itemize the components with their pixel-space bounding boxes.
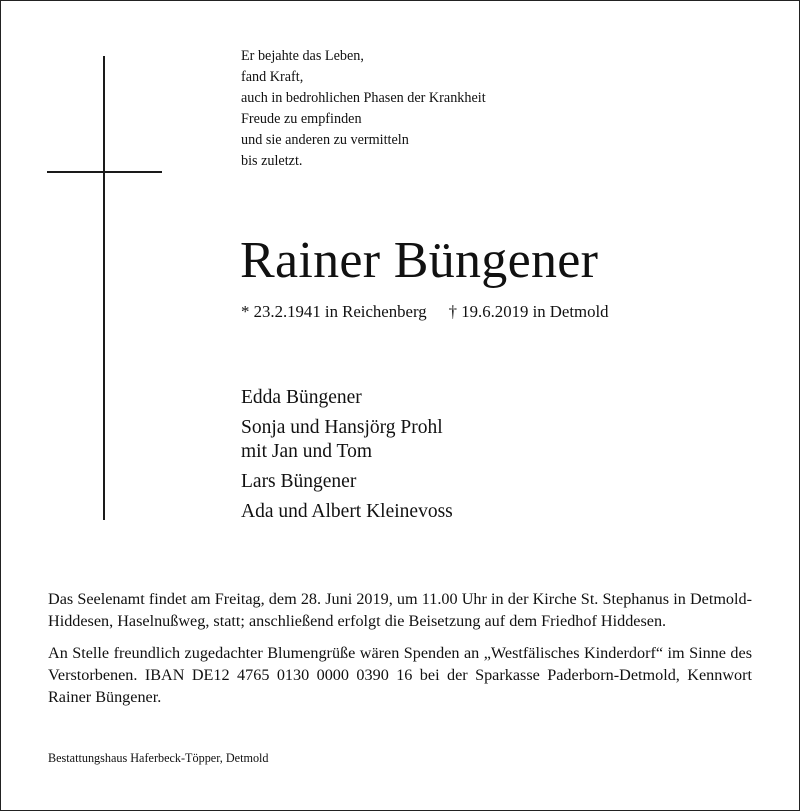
birth-date: * 23.2.1941 in Reichenberg bbox=[241, 302, 427, 321]
poem-line: bis zuletzt. bbox=[241, 153, 303, 169]
memorial-poem bbox=[241, 46, 486, 172]
cross-vertical-bar bbox=[103, 56, 105, 520]
deceased-name: Rainer Büngener bbox=[240, 232, 599, 289]
mourner-entry bbox=[241, 470, 453, 494]
donation-paragraph: An Stelle freundlich zugedachter Blumengrüße wären Spenden an „Westfälisches Kinderdorf“ im Sinne des Verstorbenen. IBAN DE12 4765 0130 0000 0390 16 bei der Sparkasse Paderborn-Detmold, Kennwort Rainer Büngener. bbox=[48, 644, 752, 706]
cross-horizontal-bar bbox=[47, 171, 162, 173]
mourner-name: Edda Büngener bbox=[241, 387, 362, 408]
poem-line: Freude zu empfinden bbox=[241, 111, 362, 127]
poem-line: und sie anderen zu vermitteln bbox=[241, 132, 409, 148]
mourner-entry bbox=[241, 416, 453, 464]
poem-line: fand Kraft, bbox=[241, 69, 304, 85]
mourners-list bbox=[241, 386, 453, 530]
mourner-entry bbox=[241, 386, 453, 410]
undertaker-credit: Bestattungshaus Haferbeck-Töpper, Detmold bbox=[48, 751, 269, 765]
poem-line: Er bejahte das Leben, bbox=[241, 48, 364, 64]
mourner-name: Lars Büngener bbox=[241, 471, 357, 492]
mourner-name: Ada und Albert Kleinevoss bbox=[241, 501, 453, 522]
service-information bbox=[48, 588, 752, 718]
life-dates bbox=[241, 301, 609, 323]
poem-line: auch in bedrohlichen Phasen der Krankheit bbox=[241, 90, 486, 106]
service-paragraph: Das Seelenamt findet am Freitag, dem 28. Juni 2019, um 11.00 Uhr in der Kirche St. Stephanus in Detmold-Hiddesen, Haselnußweg, statt; anschließend erfolgt die Beisetzung auf dem Friedhof Hiddesen. bbox=[48, 590, 752, 630]
mourner-name: Sonja und Hansjörg Prohl bbox=[241, 417, 443, 438]
mourner-entry bbox=[241, 500, 453, 524]
death-date: † 19.6.2019 in Detmold bbox=[448, 302, 609, 321]
mourner-name: mit Jan und Tom bbox=[241, 441, 372, 462]
